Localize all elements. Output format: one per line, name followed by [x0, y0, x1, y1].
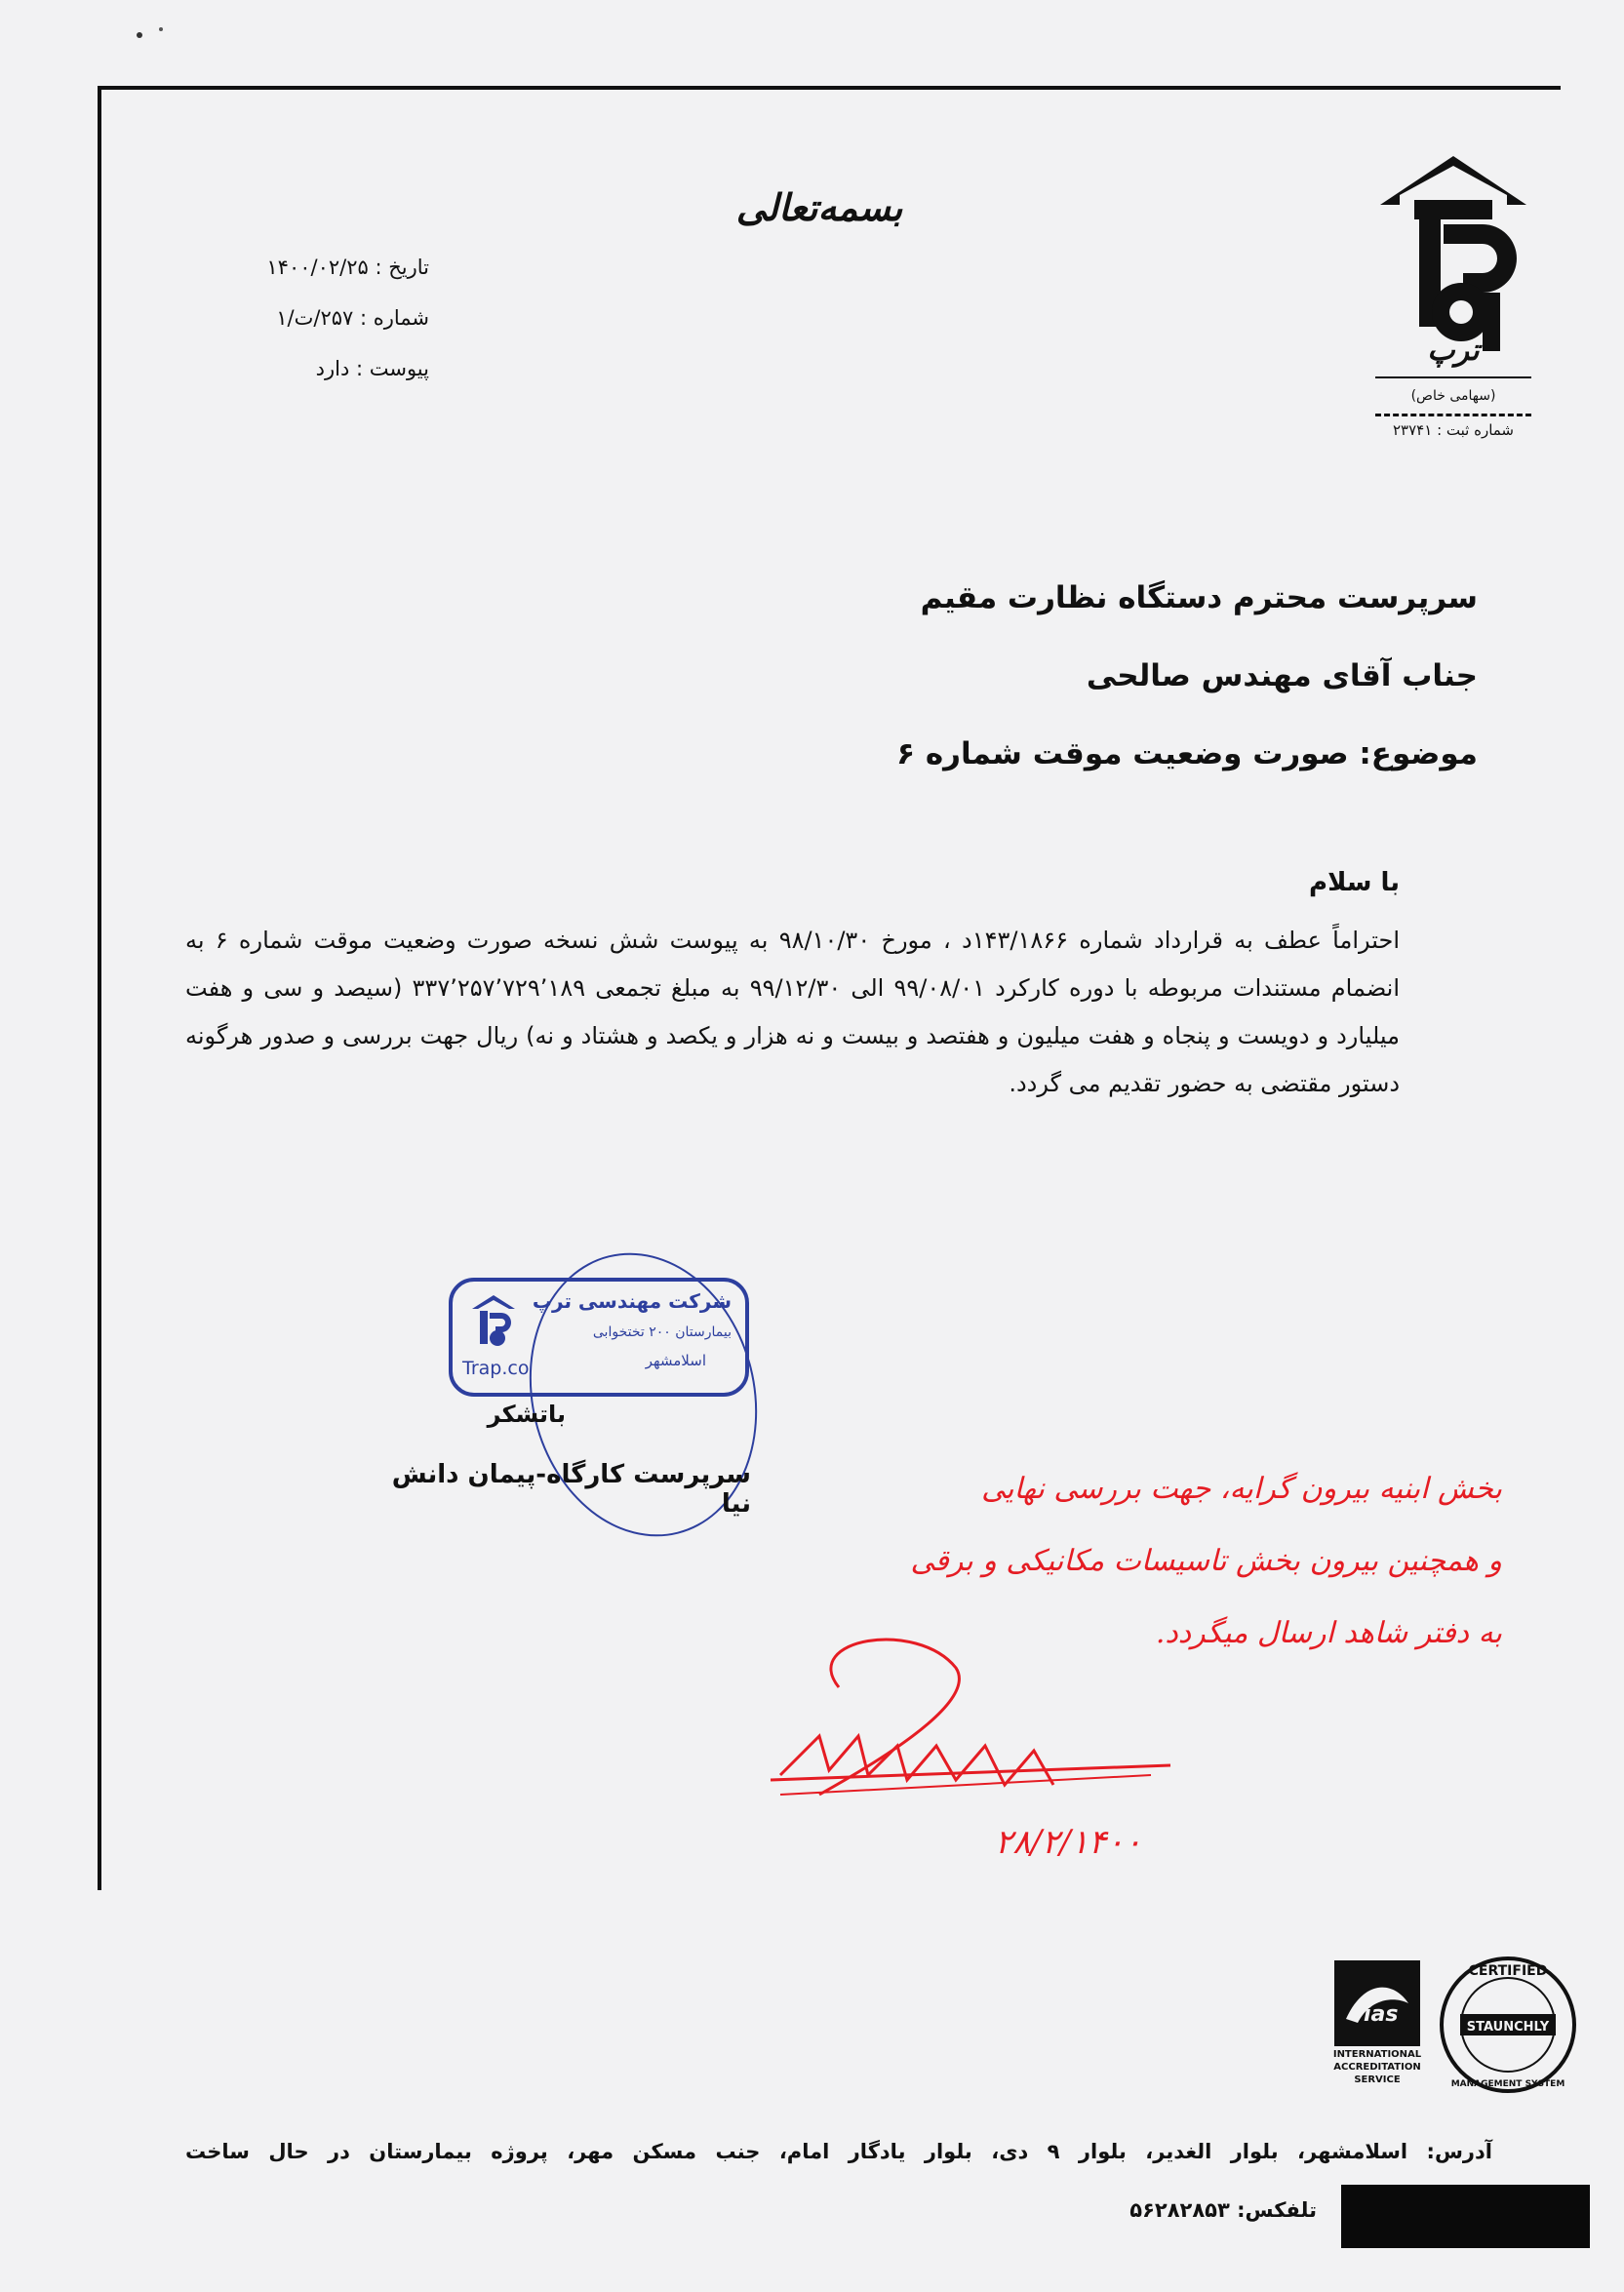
signature-name: سرپرست کارگاه-پیمان دانش نیا: [391, 1460, 751, 1519]
stamp-address-line1: بیمارستان ۲۰۰ تختخوابی: [592, 1324, 732, 1340]
seal-center-text: STAUNCHLY: [1466, 2020, 1550, 2035]
page-frame-top: [98, 86, 1561, 90]
stamp-logo-icon: [468, 1293, 519, 1352]
redaction-bar: [1341, 2185, 1590, 2248]
attachment-line: پیوست : دارد: [315, 357, 429, 380]
page-frame-left: [98, 86, 101, 1890]
handwritten-line: بخش ابنیه بیرون گرایه، جهت بررسی نهایی: [981, 1472, 1502, 1506]
handwritten-signature: [761, 1600, 1209, 1912]
handwritten-date: ۲۸/۲/۱۴۰۰: [995, 1823, 1142, 1862]
company-stamp: [449, 1278, 749, 1397]
footer-fax: تلفکس: ۵۶۲۸۲۸۵۳: [1129, 2198, 1317, 2222]
letter-meta: [234, 242, 429, 394]
company-logo-name: ترپ: [1427, 334, 1480, 368]
invocation: بسمه‌تعالی: [735, 185, 903, 229]
certified-seal-icon: [1439, 1956, 1577, 2094]
stamp-address-line2: اسلامشهر: [645, 1352, 706, 1369]
company-registration: شماره ثبت : ۲۳۷۴۱: [1393, 421, 1514, 439]
letter-body: احتراماً عطف به قرارداد شماره ۱۴۳/۱۸۶۶د ، مورخ ۹۸/۱۰/۳۰ به پیوست شش نسخه صورت وضعیت موقت شماره ۶ به انضمام مستندات مربوطه با دوره کارکرد ۹۹/۰۸/۰۱ الی ۹۹/۱۲/۳۰ به مبلغ تجمعی ۳۳۷٬۲۵۷٬۷۲۹٬۱۸۹ (سیصد و سی و هفت میلیارد و دویست و پنجاه و هفت میلیون و هفتصد و بیست و نه هزار و یکصد و هشتاد و نه) ریال جهت بررسی و صدور هرگونه دستور مقتضی به حضور تقدیم می گردد.: [185, 927, 1400, 1097]
date-line: تاریخ : ۱۴۰۰/۰۲/۲۵: [266, 256, 429, 279]
salutation: با سلام: [1309, 868, 1400, 897]
company-logo-icon: [1366, 146, 1541, 458]
seal-top-text: CERTIFIED: [1468, 1963, 1548, 1979]
logo-dashed-divider: [1375, 414, 1531, 416]
stamp-company-name: شرکت مهندسی ترپ: [532, 1289, 732, 1313]
recipient-title: سرپرست محترم دستگاه نظارت مقیم: [920, 580, 1478, 615]
logo-divider: [1375, 376, 1531, 378]
footer-address: آدرس: اسلامشهر، بلوار الغدیر، بلوار ۹ دی، بلوار یادگار امام، جنب مسکن مهر، پروژه بیمارستان در حال ساخت: [185, 2140, 1492, 2163]
scan-speck: [132, 21, 171, 49]
signature-thanks: باتشکر: [487, 1401, 566, 1428]
handwritten-line: به دفتر شاهد ارسال میگردد.: [1155, 1616, 1502, 1650]
ias-caption: INTERNATIONAL ACCREDITATION SERVICE: [1332, 2049, 1422, 2085]
svg-text:ias: ias: [1364, 2002, 1399, 2027]
seal-bottom-text: MANAGEMENT SYSTEM: [1450, 2079, 1565, 2089]
company-type: (سهامی خاص): [1410, 388, 1496, 404]
number-line: شماره : ۲۵۷/ت/۱: [276, 306, 429, 330]
letter-subject: موضوع: صورت وضعیت موقت شماره ۶: [896, 736, 1478, 771]
handwritten-line: و همچنین بیرون بخش تاسیسات مکانیکی و برقی: [910, 1544, 1502, 1578]
ias-logo-icon: [1334, 1960, 1420, 2046]
recipient-name: جناب آقای مهندس صالحی: [1086, 658, 1478, 693]
stamp-brand: Trap.co: [462, 1358, 530, 1379]
